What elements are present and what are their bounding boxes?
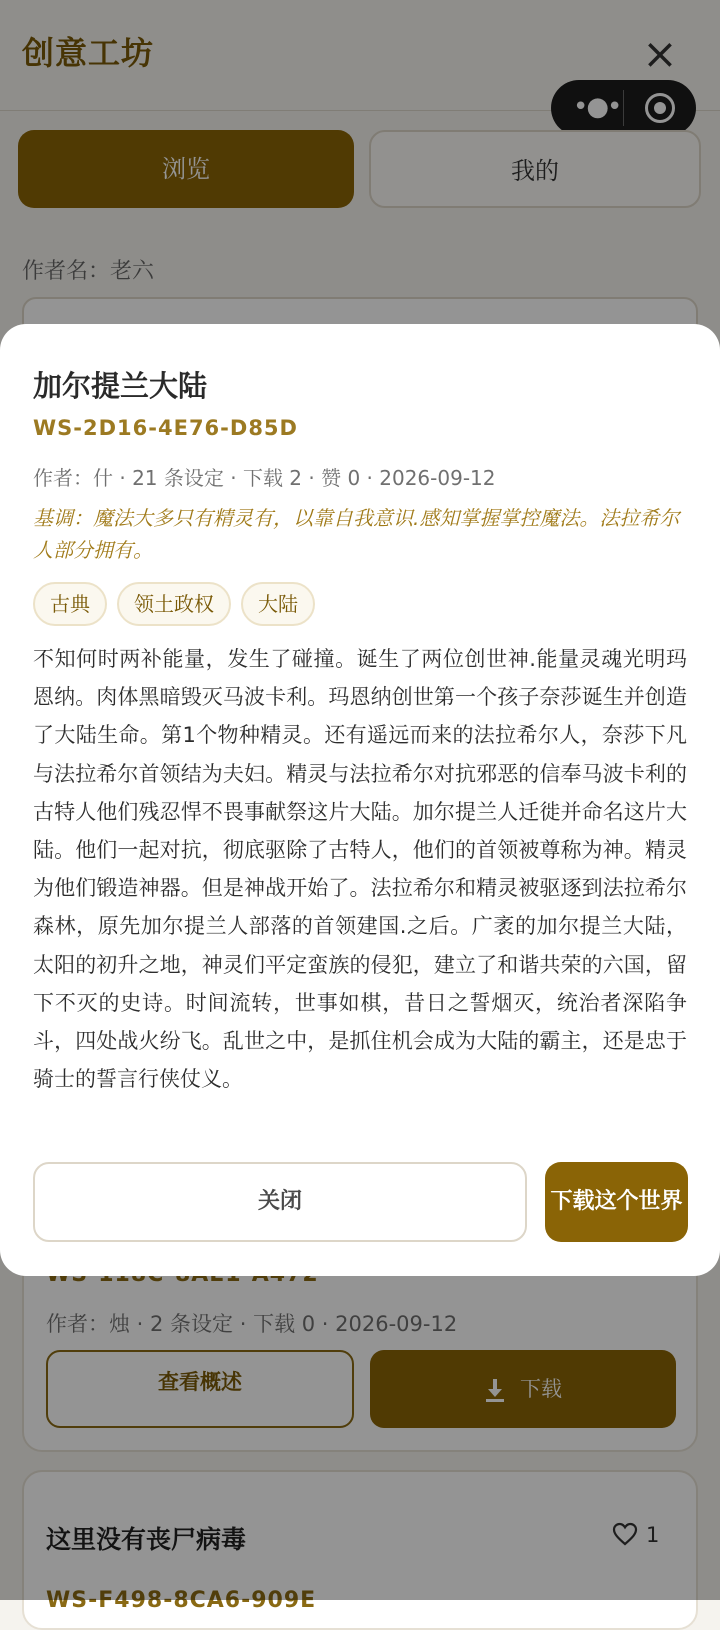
download-world-button[interactable]: 下载这个世界 bbox=[545, 1162, 688, 1242]
modal-tone: 基调：魔法大多只有精灵有，以靠自我意识.感知掌握掌控魔法。法拉希尔人部分拥有。 bbox=[33, 506, 680, 562]
tag: 领土政权 bbox=[117, 582, 231, 626]
like-count: 1 bbox=[646, 1523, 660, 1547]
tag-list bbox=[33, 582, 315, 626]
tag: 古典 bbox=[33, 582, 107, 626]
close-icon[interactable]: × bbox=[642, 29, 678, 78]
modal-description: 不知何时两补能量，发生了碰撞。诞生了两位创世神.能量灵魂光明玛恩纳。肉体黑暗毁灭马波卡利。玛恩纳创世第一个孩子奈莎诞生并创造了大陆生命。第1个物种精灵。还有遥远而来的法拉希尔人，奈莎下凡与法拉希尔首领结为夫妇。精灵与法拉希尔对抗邪恶的信奉马波卡利的古特人他们残忍悍不畏事献祭这片大陆。加尔提兰人迁徙并命名这片大陆。他们一起对抗，彻底驱除了古特人，他们的首领被尊称为神。精灵为他们锻造神器。但是神战开始了。法拉希尔和精灵被驱逐到法拉希尔森林，原先加尔提兰人部落的首领建国.之后。广袤的加尔提兰大陆，太阳的初升之地，神灵们平定蛮族的侵犯，建立了和谐共荣的六国，留下不灭的史诗。时间流转，世事如棋，昔日之誓烟灭，统治者深陷争斗，四处战火纷飞。乱世之中，是抓住机会成为大陆的霸主，还是忠于骑士的誓言行侠仗义。 bbox=[33, 647, 687, 1092]
modal-title: 加尔提兰大陆 bbox=[33, 369, 208, 403]
tab-mine[interactable]: 我的 bbox=[369, 130, 701, 208]
download-label: 下载 bbox=[520, 1377, 562, 1401]
modal-meta: 作者：什 · 21 条设定 · 下载 2 · 赞 0 · 2026-09-12 bbox=[33, 466, 496, 490]
page-title: 创意工坊 bbox=[22, 34, 155, 72]
close-button[interactable]: 关闭 bbox=[33, 1162, 527, 1242]
more-dots-icon[interactable]: •●• bbox=[573, 92, 621, 122]
modal-world-code: WS-2D16-4E76-D85D bbox=[33, 416, 298, 440]
world-detail-modal bbox=[0, 324, 720, 1276]
tab-browse[interactable]: 浏览 bbox=[18, 130, 354, 208]
tag: 大陆 bbox=[241, 582, 315, 626]
world-meta: 作者：烛 · 2 条设定 · 下载 0 · 2026-09-12 bbox=[46, 1312, 458, 1336]
world-title: 这里没有丧尸病毒 bbox=[46, 1525, 247, 1554]
view-overview-button[interactable]: 查看概述 bbox=[46, 1350, 354, 1428]
author-filter-label: 作者名：老六 bbox=[22, 259, 155, 284]
world-code: WS-F498-8CA6-909E bbox=[46, 1588, 317, 1613]
